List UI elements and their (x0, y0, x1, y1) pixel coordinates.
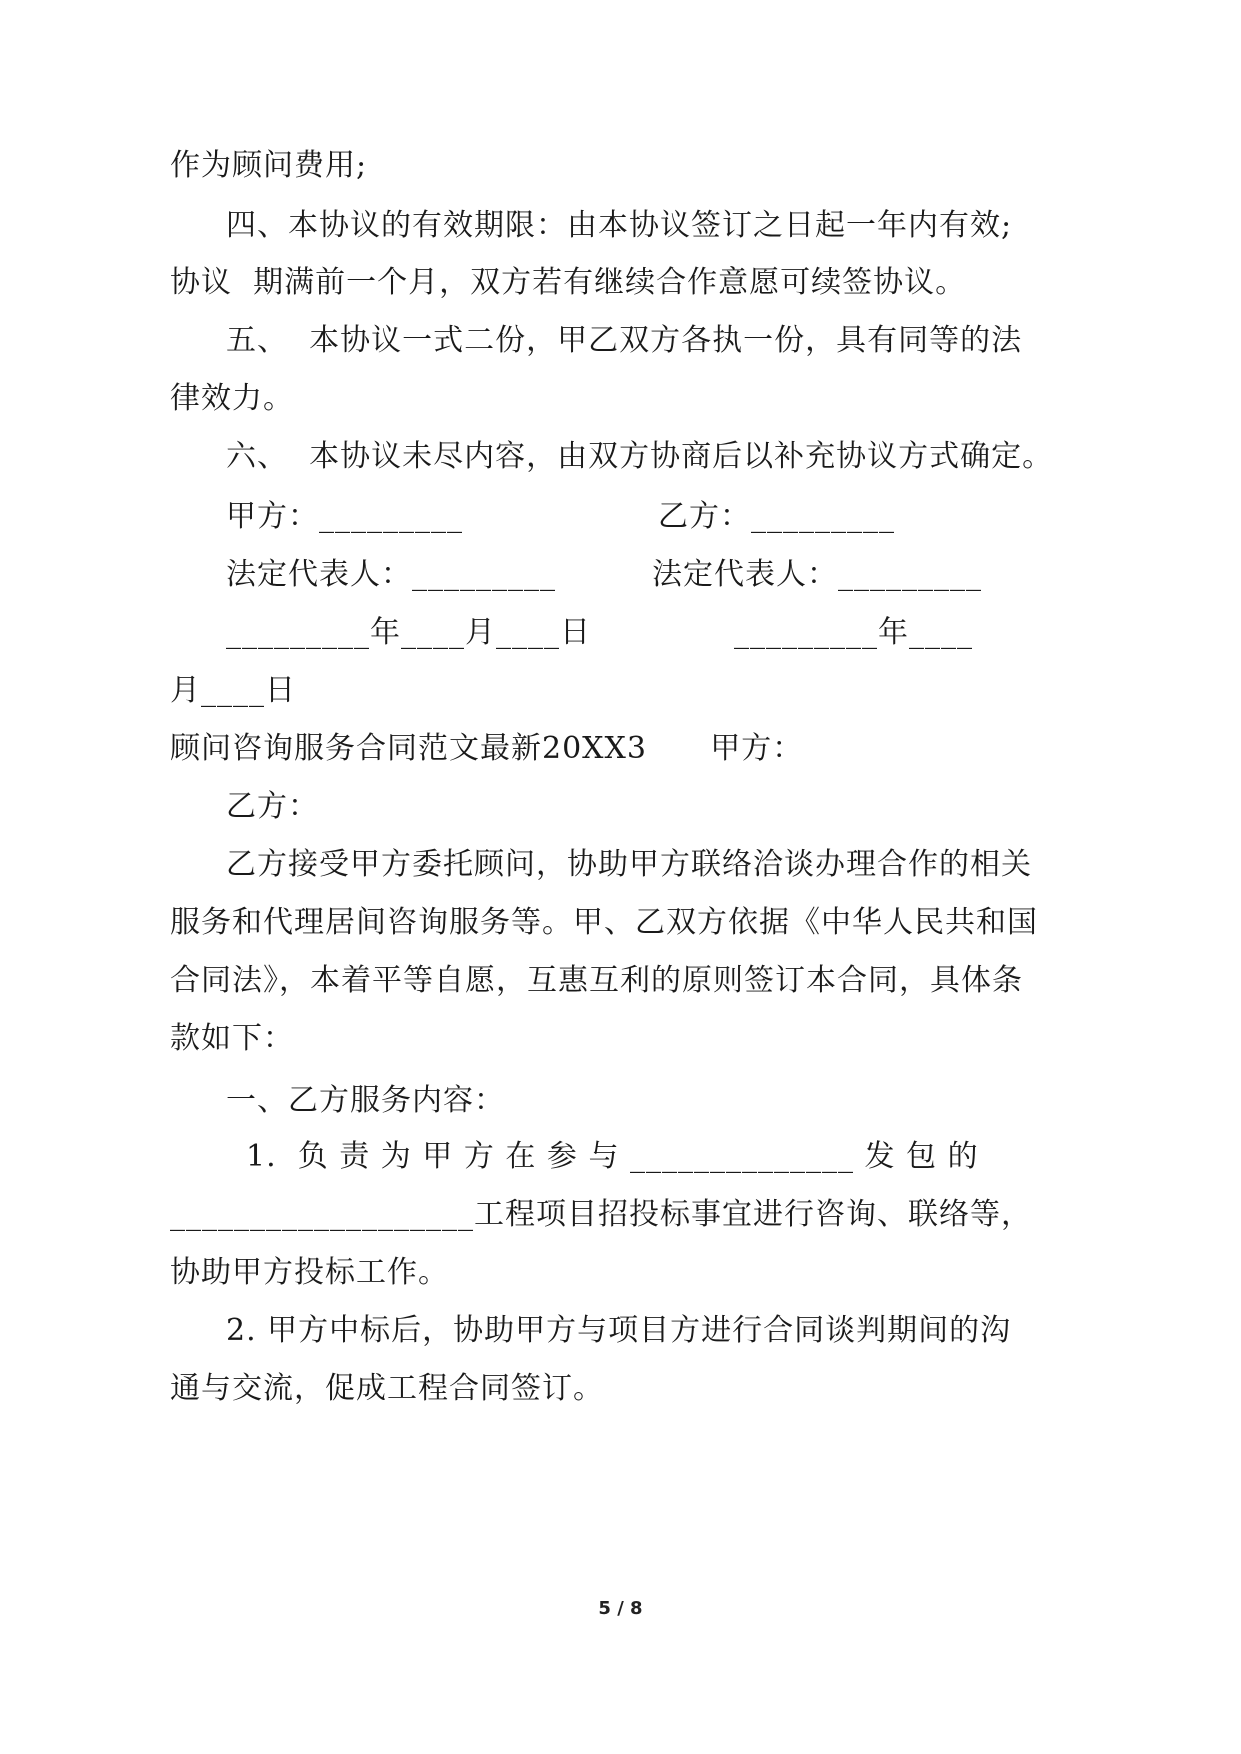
text-line: 协助甲方投标工作。 (170, 1255, 449, 1290)
text-line: ___________________工程项目招投标事宜进行咨询、联络等， (170, 1197, 1032, 1232)
section-heading: 顾问咨询服务合同范文最新20XX3 甲方： (170, 731, 804, 766)
party-b-label: 乙方：_________ (658, 499, 895, 534)
text-line: 月____日 (170, 673, 296, 708)
text-line: 通与交流，促成工程合同签订。 (170, 1371, 604, 1406)
text-line: 服务和代理居间咨询服务等。甲、乙双方依据《中华人民共和国 (170, 905, 1038, 940)
text-line: 四、本协议的有效期限：由本协议签订之日起一年内有效; (226, 208, 1013, 243)
text-line: 作为顾问费用; (170, 148, 368, 183)
text-line: 协议 期满前一个月，双方若有继续合作意愿可续签协议。 (170, 265, 967, 300)
text-line: 五、 本协议一式二份，甲乙双方各执一份，具有同等的法 (226, 323, 1023, 358)
text-line: 律效力。 (170, 381, 294, 416)
party-a-date: _________年____月____日 (226, 615, 591, 650)
text-line: 乙方： (226, 789, 319, 824)
page-number: 5 / 8 (598, 1598, 643, 1619)
party-a-representative: 法定代表人：_________ (226, 557, 556, 592)
text-line: 乙方接受甲方委托顾问，协助甲方联络洽谈办理合作的相关 (226, 847, 1032, 882)
party-b-representative: 法定代表人：_________ (652, 557, 982, 592)
text-line: 六、 本协议未尽内容，由双方协商后以补充协议方式确定。 (226, 439, 1054, 474)
party-a-label: 甲方：_________ (226, 499, 463, 534)
text-line: 一、乙方服务内容： (226, 1083, 505, 1118)
text-line: 1. 负 责 为 甲 方 在 参 与 ______________ 发 包 的 (246, 1139, 979, 1174)
text-line: 2. 甲方中标后，协助甲方与项目方进行合同谈判期间的沟 (226, 1313, 1012, 1348)
text-line: 款如下： (170, 1021, 294, 1056)
text-line: 合同法》，本着平等自愿，互惠互利的原则签订本合同，具体条 (170, 963, 1023, 998)
party-b-date: _________年____ (734, 615, 973, 650)
